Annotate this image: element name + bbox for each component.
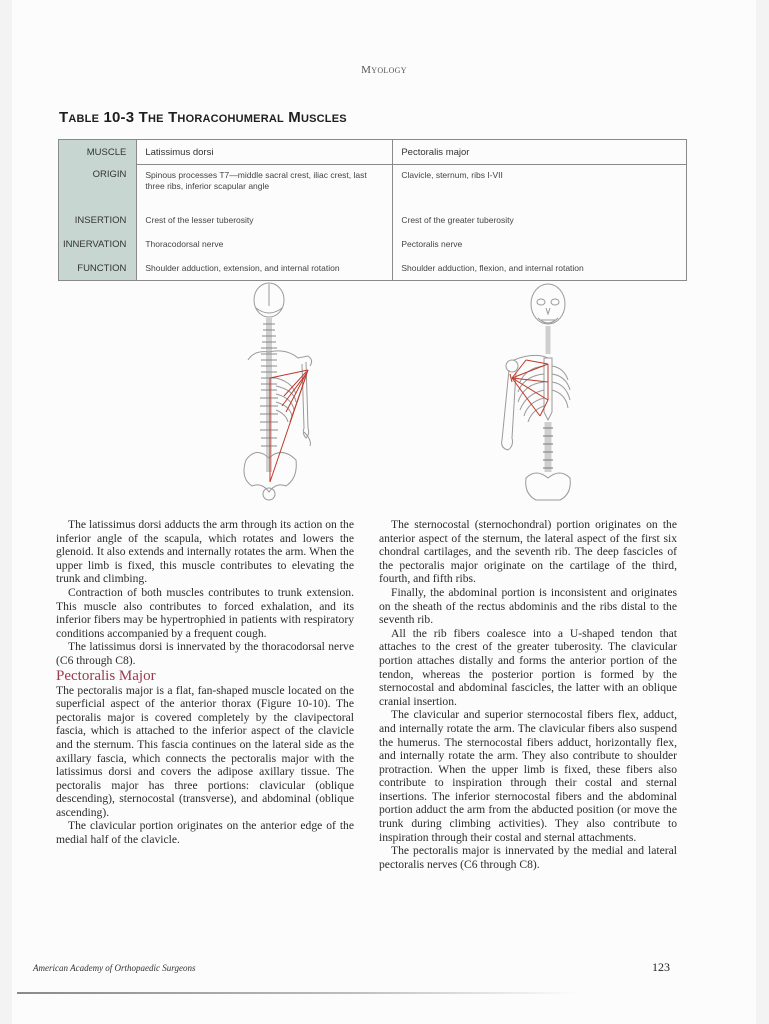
running-head: Myology [361,64,407,76]
cell-function-latissimus: Shoulder adduction, extension, and internal rotation [137,256,393,281]
cell-muscle-latissimus: Latissimus dorsi [137,140,393,165]
body-column-right [379,518,677,871]
paragraph: Finally, the abdominal portion is inconsistent and originates on the sheath of the rectus abdominis and the ribs distal to the seventh rib. [379,585,677,627]
cell-function-pectoralis: Shoulder adduction, flexion, and internal rotation [401,263,584,273]
page-number: 123 [652,960,670,974]
cell-innervation-pectoralis: Pectoralis nerve [401,239,463,249]
table-row-function [59,256,687,281]
footer-rule [17,992,577,994]
table-title: Table 10-3 The Thoracohumeral Muscles [59,109,347,126]
body-column-left [56,518,354,847]
paragraph: The latissimus dorsi is innervated by the thoracodorsal nerve (C6 through C8). [56,640,354,667]
section-heading: Pectoralis Major [56,667,156,684]
cell-origin-latissimus: Spinous processes T7—middle sacral crest, iliac crest, last three ribs, inferior scapular angle [137,165,393,209]
cell-insertion-pectoralis: Crest of the greater tuberosity [401,215,514,225]
paragraph: The pectoralis major is a flat, fan-shaped muscle located on the superficial aspect of the anterior thorax (Figure 10-10). The pectoralis major is covered completely by the clavipectoral fascia, which is attached to the inferior aspect of the clavicle and the sternum. This fascia continues on the lateral side as the axillary fascia, which connects the pectoralis major with the latissimus dorsi and covers the adipose axillary tissue. The pectoralis major has three portions: clavicular (oblique descending), sternocostal (transverse), and abdominal (oblique ascending). [56,683,354,819]
book-page [12,0,756,1024]
table-row-origin [59,165,687,209]
latissimus-dorsi-skeleton-illustration [226,282,336,504]
row-label-function: FUNCTION [59,256,137,281]
paragraph: The latissimus dorsi adducts the arm through its action on the inferior angle of the scapula, which rotates and lowers the glenoid. It also extends and internally rotates the arm. When the upper limb is fixed, this muscle contributes to elevating the trunk and climbing. [56,518,354,586]
table-row-muscle [59,140,687,165]
figure-area [12,282,756,507]
cell-muscle-pectoralis: Pectoralis major [393,140,687,165]
table-row-insertion [59,208,687,232]
footer-publisher: American Academy of Orthopaedic Surgeons [33,963,196,973]
row-label-insertion: INSERTION [59,208,137,232]
row-label-muscle: MUSCLE [59,140,137,165]
paragraph: The clavicular portion originates on the anterior edge of the medial half of the clavicle. [56,819,354,847]
paragraph: Contraction of both muscles contributes to trunk extension. This muscle also contributes to forced exhalation, and its inferior fibers may be hypertrophied in patients with respiratory conditions accompanied by a frequent cough. [56,585,354,640]
table-row-innervation [59,232,687,256]
paragraph: All the rib fibers coalesce into a U-shaped tendon that attaches to the crest of the greater tuberosity. The clavicular portion attaches distally and forms the anterior portion of the tendon, whereas the posterior portion is formed by the sternocostal and abdominal fascicles, the latter with an oblique cranial insertion. [379,626,677,708]
paragraph: The clavicular and superior sternocostal fibers flex, adduct, and internally rotate the arm. The clavicular fibers also suspend the humerus. The sternocostal fibers adduct, horizontally flex, and internally rotate the arm. They also contribute to shoulder protraction. When the upper limb is fixed, these fibers also contribute to inspiration through their costal and sternal insertions. The inferior sternocostal fibers and the abdominal portion adduct the arm from the abducted position (or move the trunk during climbing activities). They also contribute to inspiration through their costal and sternal attachments. [379,708,677,844]
cell-innervation-latissimus: Thoracodorsal nerve [137,232,393,256]
cell-insertion-latissimus: Crest of the lesser tuberosity [137,208,393,232]
paragraph: The pectoralis major is innervated by the medial and lateral pectoralis nerves (C6 through C8). [379,844,677,871]
row-label-origin: ORIGIN [59,165,137,209]
thoracohumeral-muscles-table [58,139,687,281]
pectoralis-major-skeleton-illustration [482,282,592,504]
paragraph: The sternocostal (sternochondral) portion originates on the anterior aspect of the sternum, the lateral aspect of the first six chondral cartilages, and the seventh rib. The deep fascicles of the pectoralis major originate on the cartilage of the third, fourth, and fifth ribs. [379,518,677,586]
row-label-innervation: INNERVATION [59,232,137,256]
cell-origin-pectoralis: Clavicle, sternum, ribs I-VII [401,170,503,180]
